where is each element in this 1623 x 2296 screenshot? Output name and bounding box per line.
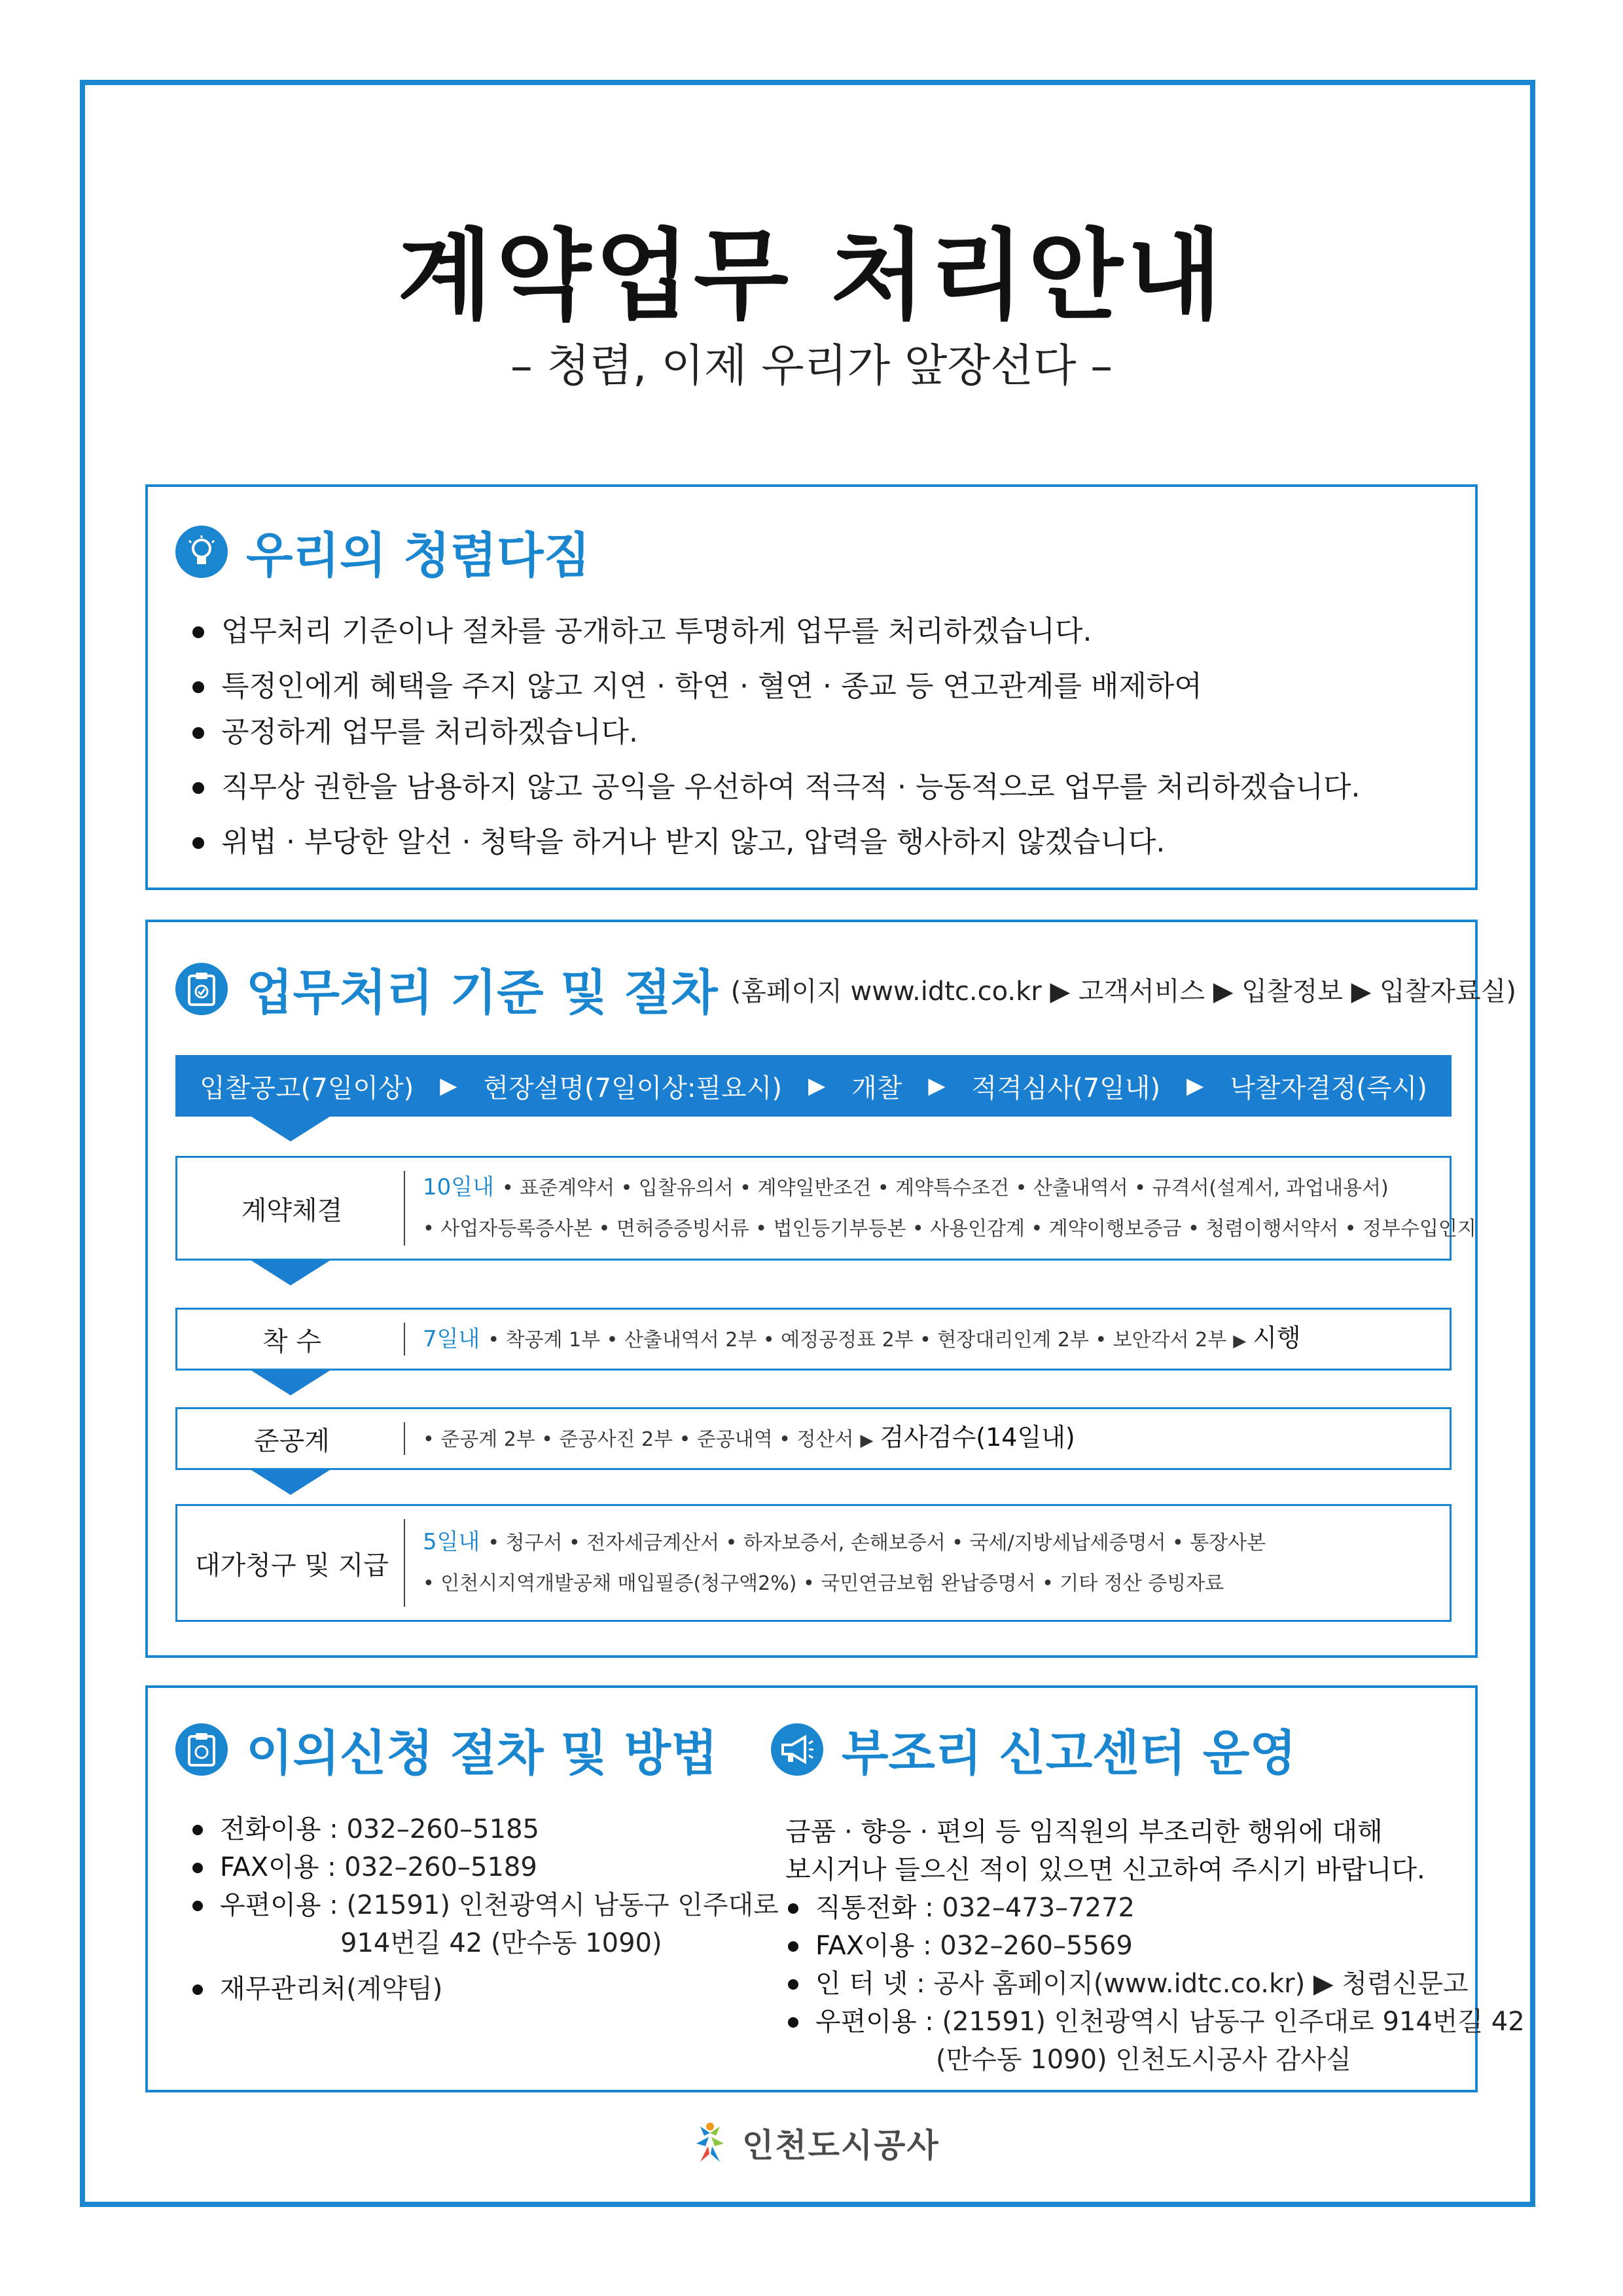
objection-item: 재무관리처(계약팀) <box>190 1970 779 2008</box>
objection-item-continued: 914번길 42 (만수동 1090) <box>340 1928 662 1958</box>
step-docs: • 표준계약서 • 입찰유의서 • 계약일반조건 • 계약특수조건 • 산출내역서 • 규격서(설계서, 과업내용서) <box>501 1177 1389 1200</box>
flow-step: 적격심사(7일내) <box>971 1073 1161 1103</box>
procedure-title: 업무처리 기준 및 절차 <box>246 965 718 1021</box>
step-result: 시행 <box>1253 1323 1301 1352</box>
step-divider <box>404 1171 405 1246</box>
flow-arrow-icon: ▶ <box>808 1073 826 1099</box>
report-intro: 금품 · 향응 · 편의 등 임직원의 부조리한 행위에 대해 보시거나 들으신 적이 있으면 신고하여 주시기 바랍니다. <box>785 1817 1425 1885</box>
step-divider <box>404 1422 405 1455</box>
page-title: 계약업무 처리안내 <box>397 219 1226 333</box>
down-arrow-icon <box>251 1371 330 1395</box>
step-days: 5일내 <box>423 1529 480 1555</box>
step-body <box>423 1506 1436 1620</box>
step-docs: • 청구서 • 전자세금계산서 • 하자보증서, 손해보증서 • 국세/지방세납세증명서 • 통장사본 <box>488 1532 1266 1554</box>
objection-item: 우편이용 : (21591) 인천광역시 남동구 인주대로 <box>190 1886 779 1924</box>
lightbulb-icon <box>175 526 228 578</box>
pledge-header <box>175 517 590 586</box>
step-docs: • 준공계 2부 • 준공사진 2부 • 준공내역 • 정산서 <box>423 1427 854 1451</box>
report-title: 부조리 신고센터 운영 <box>842 1725 1296 1782</box>
step-docs: • 착공계 1부 • 산출내역서 2부 • 예정공정표 2부 • 현장대리인계 2부 • 보안각서 2부 <box>488 1328 1227 1352</box>
step-result: 검사검수(14일내) <box>880 1422 1075 1452</box>
step-label: 준공계 <box>254 1426 330 1456</box>
down-arrow-icon <box>251 1470 330 1495</box>
pledge-item: 직무상 권한을 남용하지 않고 공익을 우선하여 적극적 · 능동적으로 업무를 처리하겠습니다. <box>190 764 1360 810</box>
step-body <box>423 1409 1436 1468</box>
step-days: 10일내 <box>423 1174 494 1200</box>
objection-item: FAX이용 : 032–260–5189 <box>190 1848 779 1886</box>
bidding-flow-bar <box>175 1055 1452 1117</box>
pledge-item: 업무처리 기준이나 절차를 공개하고 투명하게 업무를 처리하겠습니다. <box>190 609 1360 655</box>
report-item-continued: (만수동 1090) 인천도시공사 감사실 <box>936 2045 1351 2075</box>
step-payment <box>175 1504 1452 1622</box>
company-name: 인천도시공사 <box>742 2126 940 2164</box>
pledge-item: 특정인에게 혜택을 주지 않고 지연 · 학연 · 혈연 · 종교 등 연고관계를 배제하여 <box>190 664 1360 709</box>
triangle-icon: ▶ <box>1233 1331 1247 1351</box>
objection-item: 전화이용 : 032–260–5185 <box>190 1810 779 1848</box>
objection-list <box>190 1810 779 2008</box>
step-docs: • 사업자등록증사본 • 면허증증빙서류 • 법인등기부등본 • 사용인감계 • 계약이행보증금 • 청렴이행서약서 • 정부수입인지 <box>423 1217 1476 1240</box>
company-logo-mark-icon <box>687 2120 733 2166</box>
flow-arrow-icon: ▶ <box>1186 1073 1204 1099</box>
step-docs: • 인천시지역개발공채 매입필증(청구액2%) • 국민연금보험 완납증명서 • 기타 정산 증빙자료 <box>423 1572 1224 1595</box>
report-list <box>785 1889 1525 2079</box>
procedure-path: (홈페이지 www.idtc.co.kr ▶ 고객서비스 ▶ 입찰정보 ▶ 입찰자료실) <box>730 976 1516 1007</box>
step-contract <box>175 1156 1476 1261</box>
step-divider <box>404 1323 405 1355</box>
objection-title: 이의신청 절차 및 방법 <box>246 1725 718 1782</box>
flow-step: 입찰공고(7일이상) <box>200 1073 414 1103</box>
step-start <box>175 1308 1452 1371</box>
pledge-item-continued: 공정하게 업무를 처리하겠습니다. <box>190 709 1360 755</box>
report-item: FAX이용 : 032–260–5569 <box>785 1927 1525 1965</box>
megaphone-icon <box>771 1723 823 1776</box>
procedure-header <box>175 954 1516 1024</box>
flow-step: 낙찰자결정(즉시) <box>1230 1073 1427 1103</box>
objection-header <box>175 1715 718 1784</box>
step-label: 계약체결 <box>241 1195 343 1226</box>
report-item: 인 터 넷 : 공사 홈페이지(www.idtc.co.kr) ▶ 청렴신문고 <box>785 1965 1525 2003</box>
company-logo <box>687 2119 940 2166</box>
report-header <box>771 1715 1296 1784</box>
step-divider <box>404 1519 405 1607</box>
down-arrow-icon <box>251 1117 330 1141</box>
pledge-list <box>190 609 1360 865</box>
down-arrow-icon <box>251 1261 330 1285</box>
clipboard-icon <box>175 963 228 1015</box>
step-days: 7일내 <box>423 1325 480 1352</box>
step-completion <box>175 1407 1452 1470</box>
report-item: 직통전화 : 032–473–7272 <box>785 1889 1525 1927</box>
step-label: 대가청구 및 지급 <box>195 1550 389 1581</box>
pledge-title: 우리의 청렴다짐 <box>246 528 591 584</box>
flow-arrow-icon: ▶ <box>440 1073 457 1099</box>
step-body <box>423 1158 1476 1259</box>
page-subtitle: – 청렴, 이제 우리가 앞장선다 – <box>510 340 1113 392</box>
flow-arrow-icon: ▶ <box>928 1073 946 1099</box>
flow-step: 현장설명(7일이상:필요시) <box>483 1073 782 1103</box>
step-label: 착 수 <box>262 1326 321 1357</box>
clipboard-icon <box>175 1723 228 1776</box>
report-item: 우편이용 : (21591) 인천광역시 남동구 인주대로 914번길 42 <box>785 2003 1525 2041</box>
triangle-icon: ▶ <box>860 1430 874 1450</box>
step-body <box>423 1310 1436 1369</box>
flow-step: 개찰 <box>851 1073 902 1103</box>
pledge-item: 위법 · 부당한 알선 · 청탁을 하거나 받지 않고, 압력을 행사하지 않겠습니다. <box>190 819 1360 865</box>
